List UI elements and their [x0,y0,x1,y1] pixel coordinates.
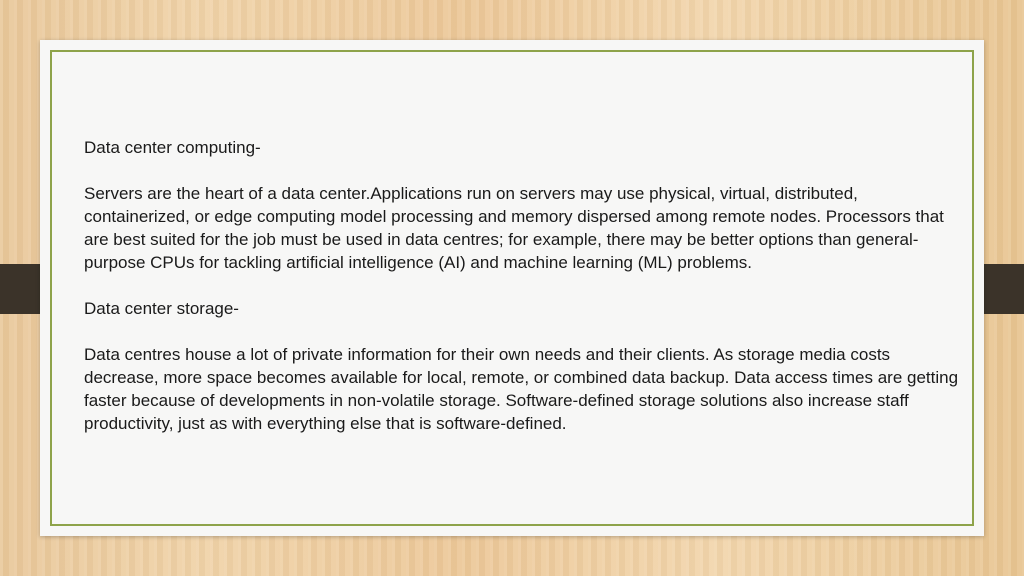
section-heading-storage: Data center storage- [84,299,239,318]
slide-content [84,136,960,458]
section-body-computing: Servers are the heart of a data center.Applications run on servers may use physical, virtual, distributed, containerized, or edge computing model processing and memory dispersed among remote nodes. Processors that are best suited for the job must be used in data centres; for example, there may be better options than general-purpose CPUs for tackling artificial intelligence (AI) and machine learning (ML) problems. [84,184,944,272]
section-body-storage: Data centres house a lot of private information for their own needs and their clients. As storage media costs decrease, more space becomes available for local, remote, or combined data backup. Data access times are getting faster because of developments in non-volatile storage. Software-defined storage solutions also increase staff productivity, just as with everything else that is software-defined. [84,345,959,433]
slide-card [40,40,984,536]
section-heading-computing: Data center computing- [84,138,261,157]
